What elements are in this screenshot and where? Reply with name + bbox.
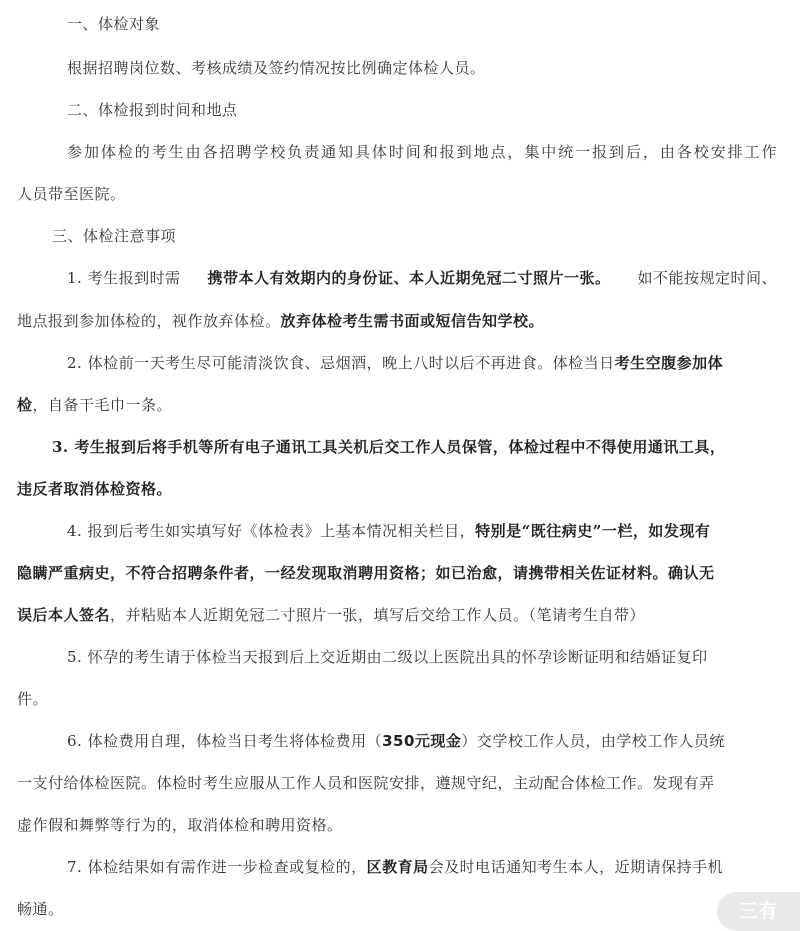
- item-3-line-2: 违反者取消体检资格。: [17, 480, 173, 498]
- item-1-text-notice: 放弃体检考生需书面或短信告知学校。: [280, 312, 545, 330]
- item-7-text-c: 会及时电话通知考生本人，近期请保持手机: [428, 858, 724, 876]
- section-heading-2: 二、体检报到时间和地点: [67, 101, 238, 119]
- item-2-text-c: 检: [17, 396, 33, 414]
- paragraph-1: 根据招聘岗位数、考核成绩及签约情况按比例确定体检人员。: [67, 59, 486, 77]
- item-2-text-bold: 考生空腹参加体: [614, 354, 724, 372]
- item-1-line-2: [17, 311, 544, 331]
- section-heading-3: 三、体检注意事项: [52, 227, 177, 245]
- item-4-line-2: 隐瞒严重病史，不符合招聘条件者，一经发现取消聘用资格；如已治愈，请携带相关佐证材料。确认无: [17, 564, 715, 582]
- item-6-text-a: 6. 体检费用自理，体检当日考生将体检费用（: [67, 732, 383, 750]
- item-7-line-1: [67, 857, 723, 877]
- item-5-line-1: 5. 怀孕的考生请于体检当天报到后上交近期由二级以上医院出具的怀孕诊断证明和结婚证复印: [67, 648, 708, 666]
- section-heading-1: 一、体检对象: [67, 15, 161, 33]
- item-4-text-bold: 特别是“既往病史”一栏，如发现有: [475, 522, 711, 540]
- item-2-line-2: [17, 395, 172, 415]
- item-7-text-bureau: 区教育局: [366, 858, 429, 876]
- item-6-line-2: 一支付给体检医院。体检时考生应服从工作人员和医院安排，遵规守纪，主动配合体检工作。发现有弄: [17, 774, 715, 792]
- item-6-text-c: ）交学校工作人员，由学校工作人员统: [461, 732, 725, 750]
- item-6-line-3: 虚作假和舞弊等行为的，取消体检和聘用资格。: [17, 816, 343, 834]
- item-5-line-2: 件。: [17, 690, 49, 708]
- item-2-text-d: ，自备干毛巾一条。: [32, 396, 173, 414]
- item-1-text-d: 地点报到参加体检的，视作放弃体检。: [17, 312, 281, 330]
- item-7-line-2: 畅通。: [17, 900, 64, 918]
- item-1-line-1: [67, 268, 777, 288]
- item-2-line-1: [67, 353, 723, 373]
- item-1-text-c: 如不能按规定时间、: [637, 269, 777, 287]
- item-2-text-a: 2. 体检前一天考生尽可能清淡饮食、忌烟酒，晚上八时以后不再进食。体检当日: [67, 354, 615, 372]
- item-6-text-amount: 350元现金: [382, 732, 462, 750]
- item-1-text-a: 1. 考生报到时需: [67, 269, 181, 287]
- watermark-badge: 三有: [717, 892, 800, 931]
- item-4-line-1: [67, 521, 710, 541]
- item-4-text-d: ，并粘贴本人近期免冠二寸照片一张，填写后交给工作人员。（笔请考生自带）: [110, 606, 646, 624]
- item-4-text-a: 4. 报到后考生如实填写好《体检表》上基本情况相关栏目，: [67, 522, 476, 540]
- item-1-text-bold: 携带本人有效期内的身份证、本人近期免冠二寸照片一张。: [207, 269, 611, 287]
- paragraph-2-line-2: 人员带至医院。: [17, 185, 126, 203]
- paragraph-2-line-1: 参加体检的考生由各招聘学校负责通知具体时间和报到地点，集中统一报到后，由各校安排工作: [67, 143, 777, 161]
- item-4-text-c: 误后本人签名: [17, 606, 111, 624]
- item-6-line-1: [67, 731, 725, 751]
- item-4-line-3: [17, 605, 645, 625]
- item-7-text-a: 7. 体检结果如有需作进一步检查或复检的，: [67, 858, 367, 876]
- item-3-line-1: 3. 考生报到后将手机等所有电子通讯工具关机后交工作人员保管，体检过程中不得使用通讯工具，: [52, 438, 726, 456]
